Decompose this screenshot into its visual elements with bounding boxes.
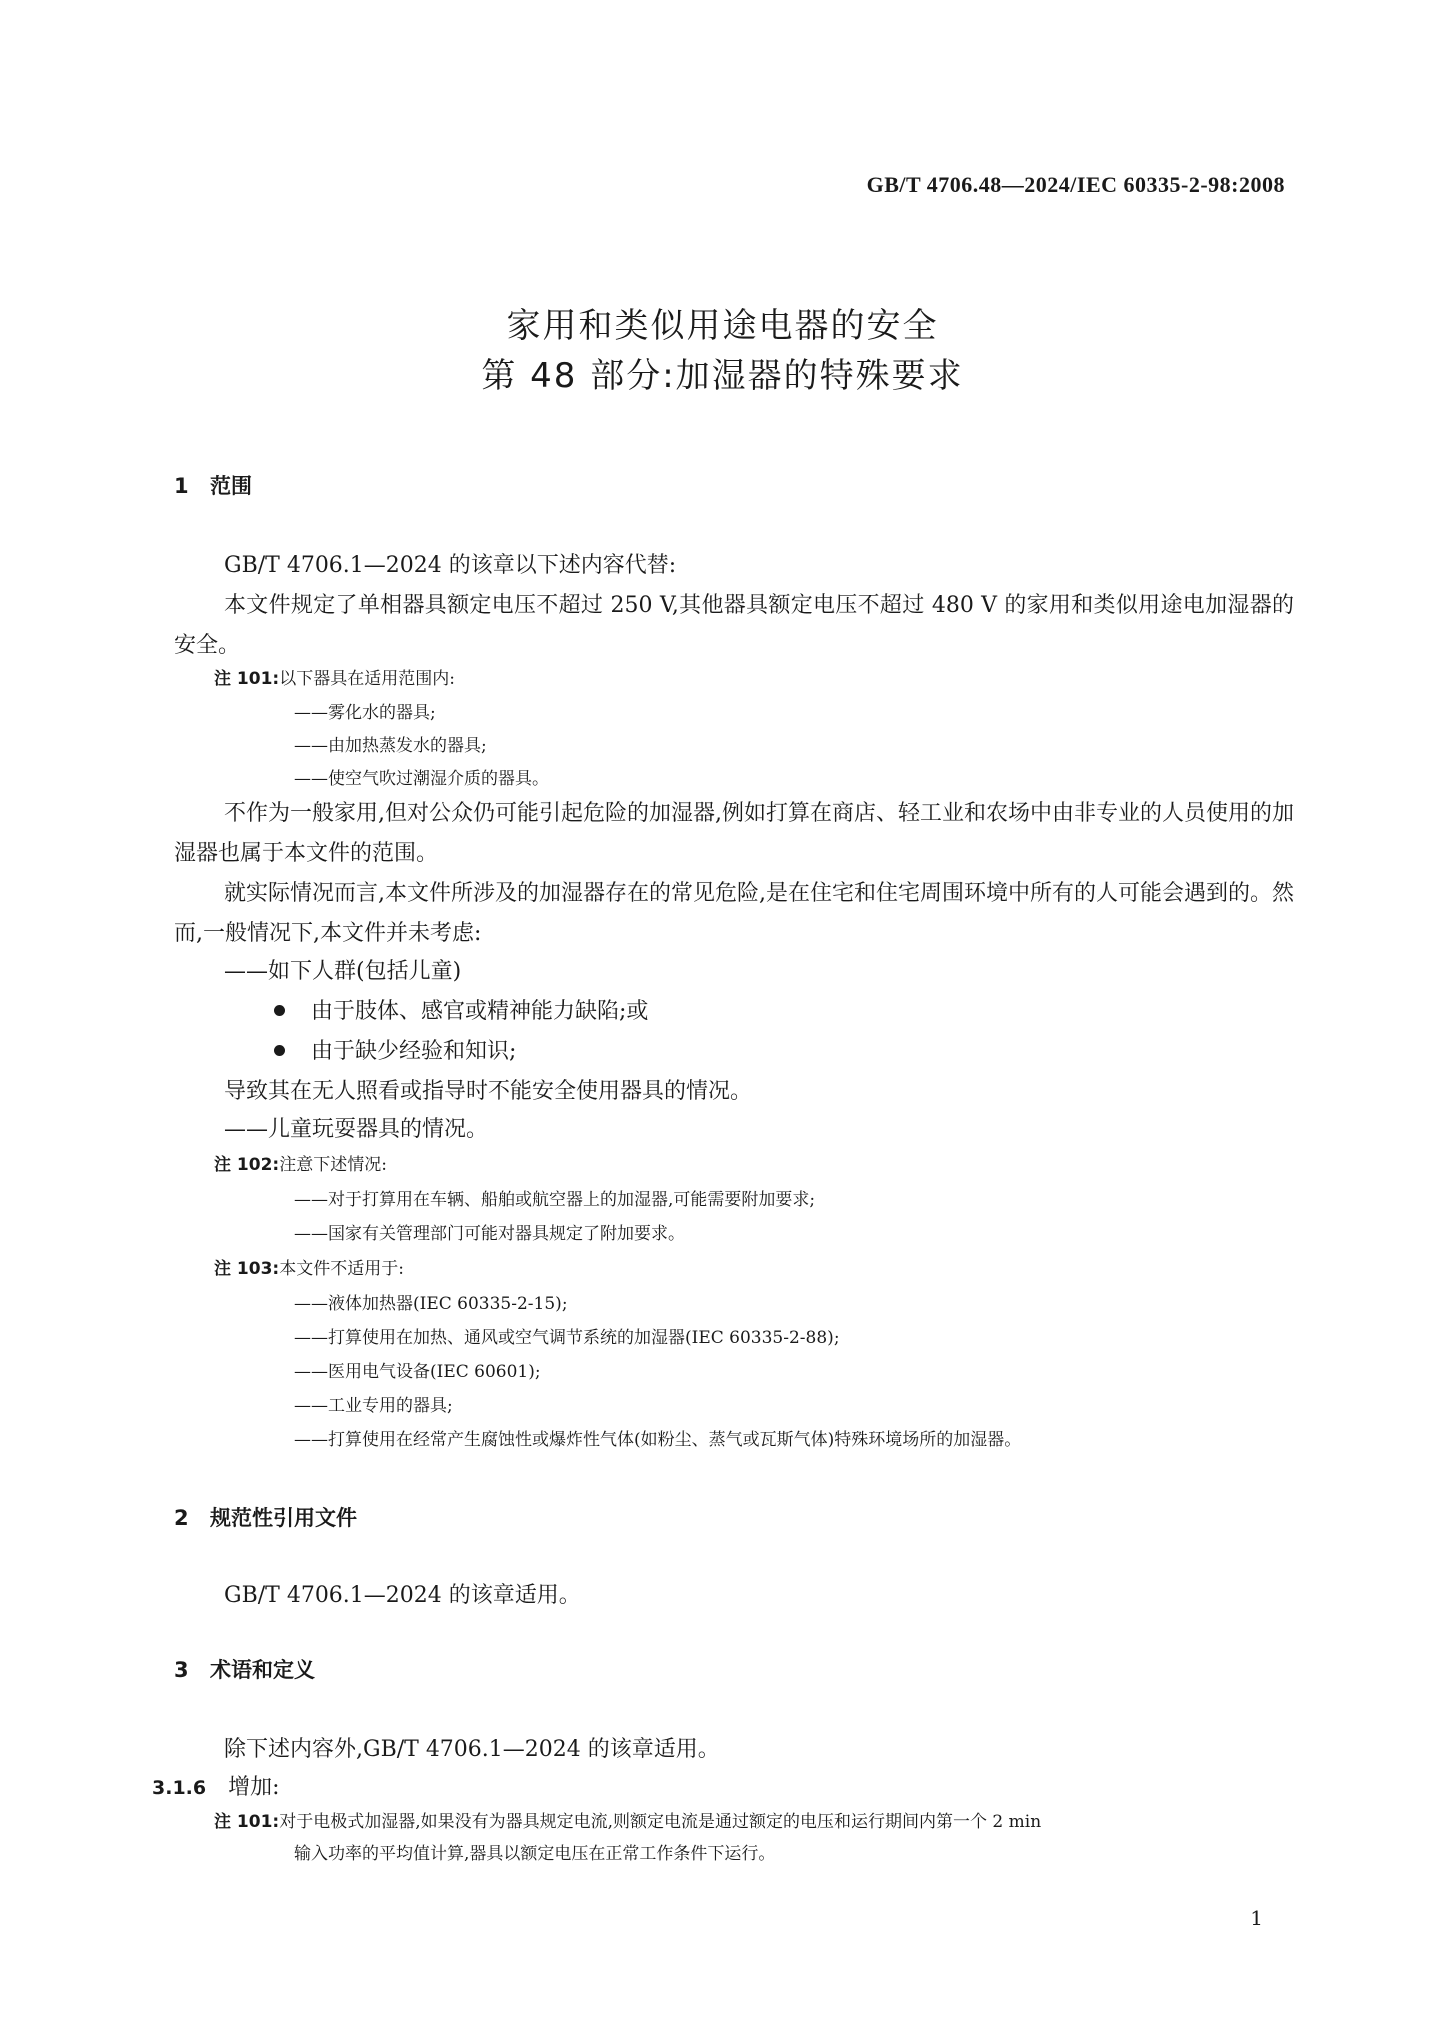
section-title: 范围 [210,474,252,498]
list-item: ——使空气吹过潮湿介质的器具。 [294,769,549,789]
paragraph-hazard: 就实际情况而言,本文件所涉及的加湿器存在的常见危险,是在住宅和住宅周围环境中所有的人可能会遇到的。然而,一般情况下,本文件并未考虑: [174,881,1294,946]
paragraph-intro: GB/T 4706.1—2024 的该章以下述内容代替: [224,553,677,578]
note-102 [214,1150,387,1175]
paragraph-public: 不作为一般家用,但对公众仍可能引起危险的加湿器,例如打算在商店、轻工业和农场中由非专业的人员使用的加湿器也属于本文件的范围。 [174,801,1294,866]
note-103 [214,1254,404,1279]
note-text: 以下器具在适用范围内: [279,669,455,689]
document-title-line2: 第 48 部分:加湿器的特殊要求 [481,356,964,396]
paragraph-scope: 本文件规定了单相器具额定电压不超过 250 V,其他器具额定电压不超过 480 V 的家用和类似用途电加湿器的安全。 [174,593,1294,658]
paragraph-references: GB/T 4706.1—2024 的该章适用。 [224,1583,581,1608]
list-item: ——由加热蒸发水的器具; [294,736,487,756]
list-item: ——国家有关管理部门可能对器具规定了附加要求。 [294,1224,685,1244]
bullet-dot-icon [274,1045,285,1056]
note-label: 注 101: [214,1812,280,1832]
section-1-heading [174,470,252,500]
clause-3-1-6 [152,1770,280,1801]
section-3-heading [174,1654,315,1684]
list-item: ——医用电气设备(IEC 60601); [294,1362,541,1382]
note-101-electrode [214,1806,1294,1870]
bullet-item: 由于肢体、感官或精神能力缺陷;或 [274,994,648,1025]
note-text-line1: 对于电极式加湿器,如果没有为器具规定电流,则额定电流是通过额定的电压和运行期间内第一个 2 min [279,1812,1042,1832]
document-code: GB/T 4706.48—2024/IEC 60335-2-98:2008 [866,172,1285,197]
dash-item-children: ——儿童玩耍器具的情况。 [224,1117,489,1142]
section-title: 规范性引用文件 [210,1506,357,1530]
section-number: 3 [174,1658,189,1682]
page-number: 1 [1250,1906,1263,1930]
bullet-item: 由于缺少经验和知识; [274,1034,516,1065]
section-2-heading [174,1502,357,1532]
note-text-line2: 输入功率的平均值计算,器具以额定电压在正常工作条件下运行。 [294,1844,776,1864]
clause-number: 3.1.6 [152,1777,207,1799]
note-label: 注 102: [214,1155,280,1175]
list-item: ——液体加热器(IEC 60335-2-15); [294,1294,568,1314]
note-101 [214,664,455,689]
document-title-line1: 家用和类似用途电器的安全 [506,306,939,346]
dash-item-persons: ——如下人群(包括儿童) [224,959,462,984]
bullet-dot-icon [274,1005,285,1016]
list-item: ——工业专用的器具; [294,1396,453,1416]
paragraph-terms: 除下述内容外,GB/T 4706.1—2024 的该章适用。 [224,1737,720,1762]
section-number: 2 [174,1506,189,1530]
clause-text: 增加: [228,1775,280,1800]
list-item: ——对于打算用在车辆、船舶或航空器上的加湿器,可能需要附加要求; [294,1190,816,1210]
note-label: 注 103: [214,1259,280,1279]
section-title: 术语和定义 [210,1658,315,1682]
list-item: ——雾化水的器具; [294,703,436,723]
note-text: 注意下述情况: [279,1155,387,1175]
section-number: 1 [174,474,189,498]
note-text: 本文件不适用于: [279,1259,404,1279]
note-label: 注 101: [214,669,280,689]
list-item: ——打算使用在加热、通风或空气调节系统的加湿器(IEC 60335-2-88); [294,1328,840,1348]
consequence-text: 导致其在无人照看或指导时不能安全使用器具的情况。 [224,1079,753,1104]
list-item: ——打算使用在经常产生腐蚀性或爆炸性气体(如粉尘、蒸气或瓦斯气体)特殊环境场所的加湿器。 [294,1430,1022,1450]
